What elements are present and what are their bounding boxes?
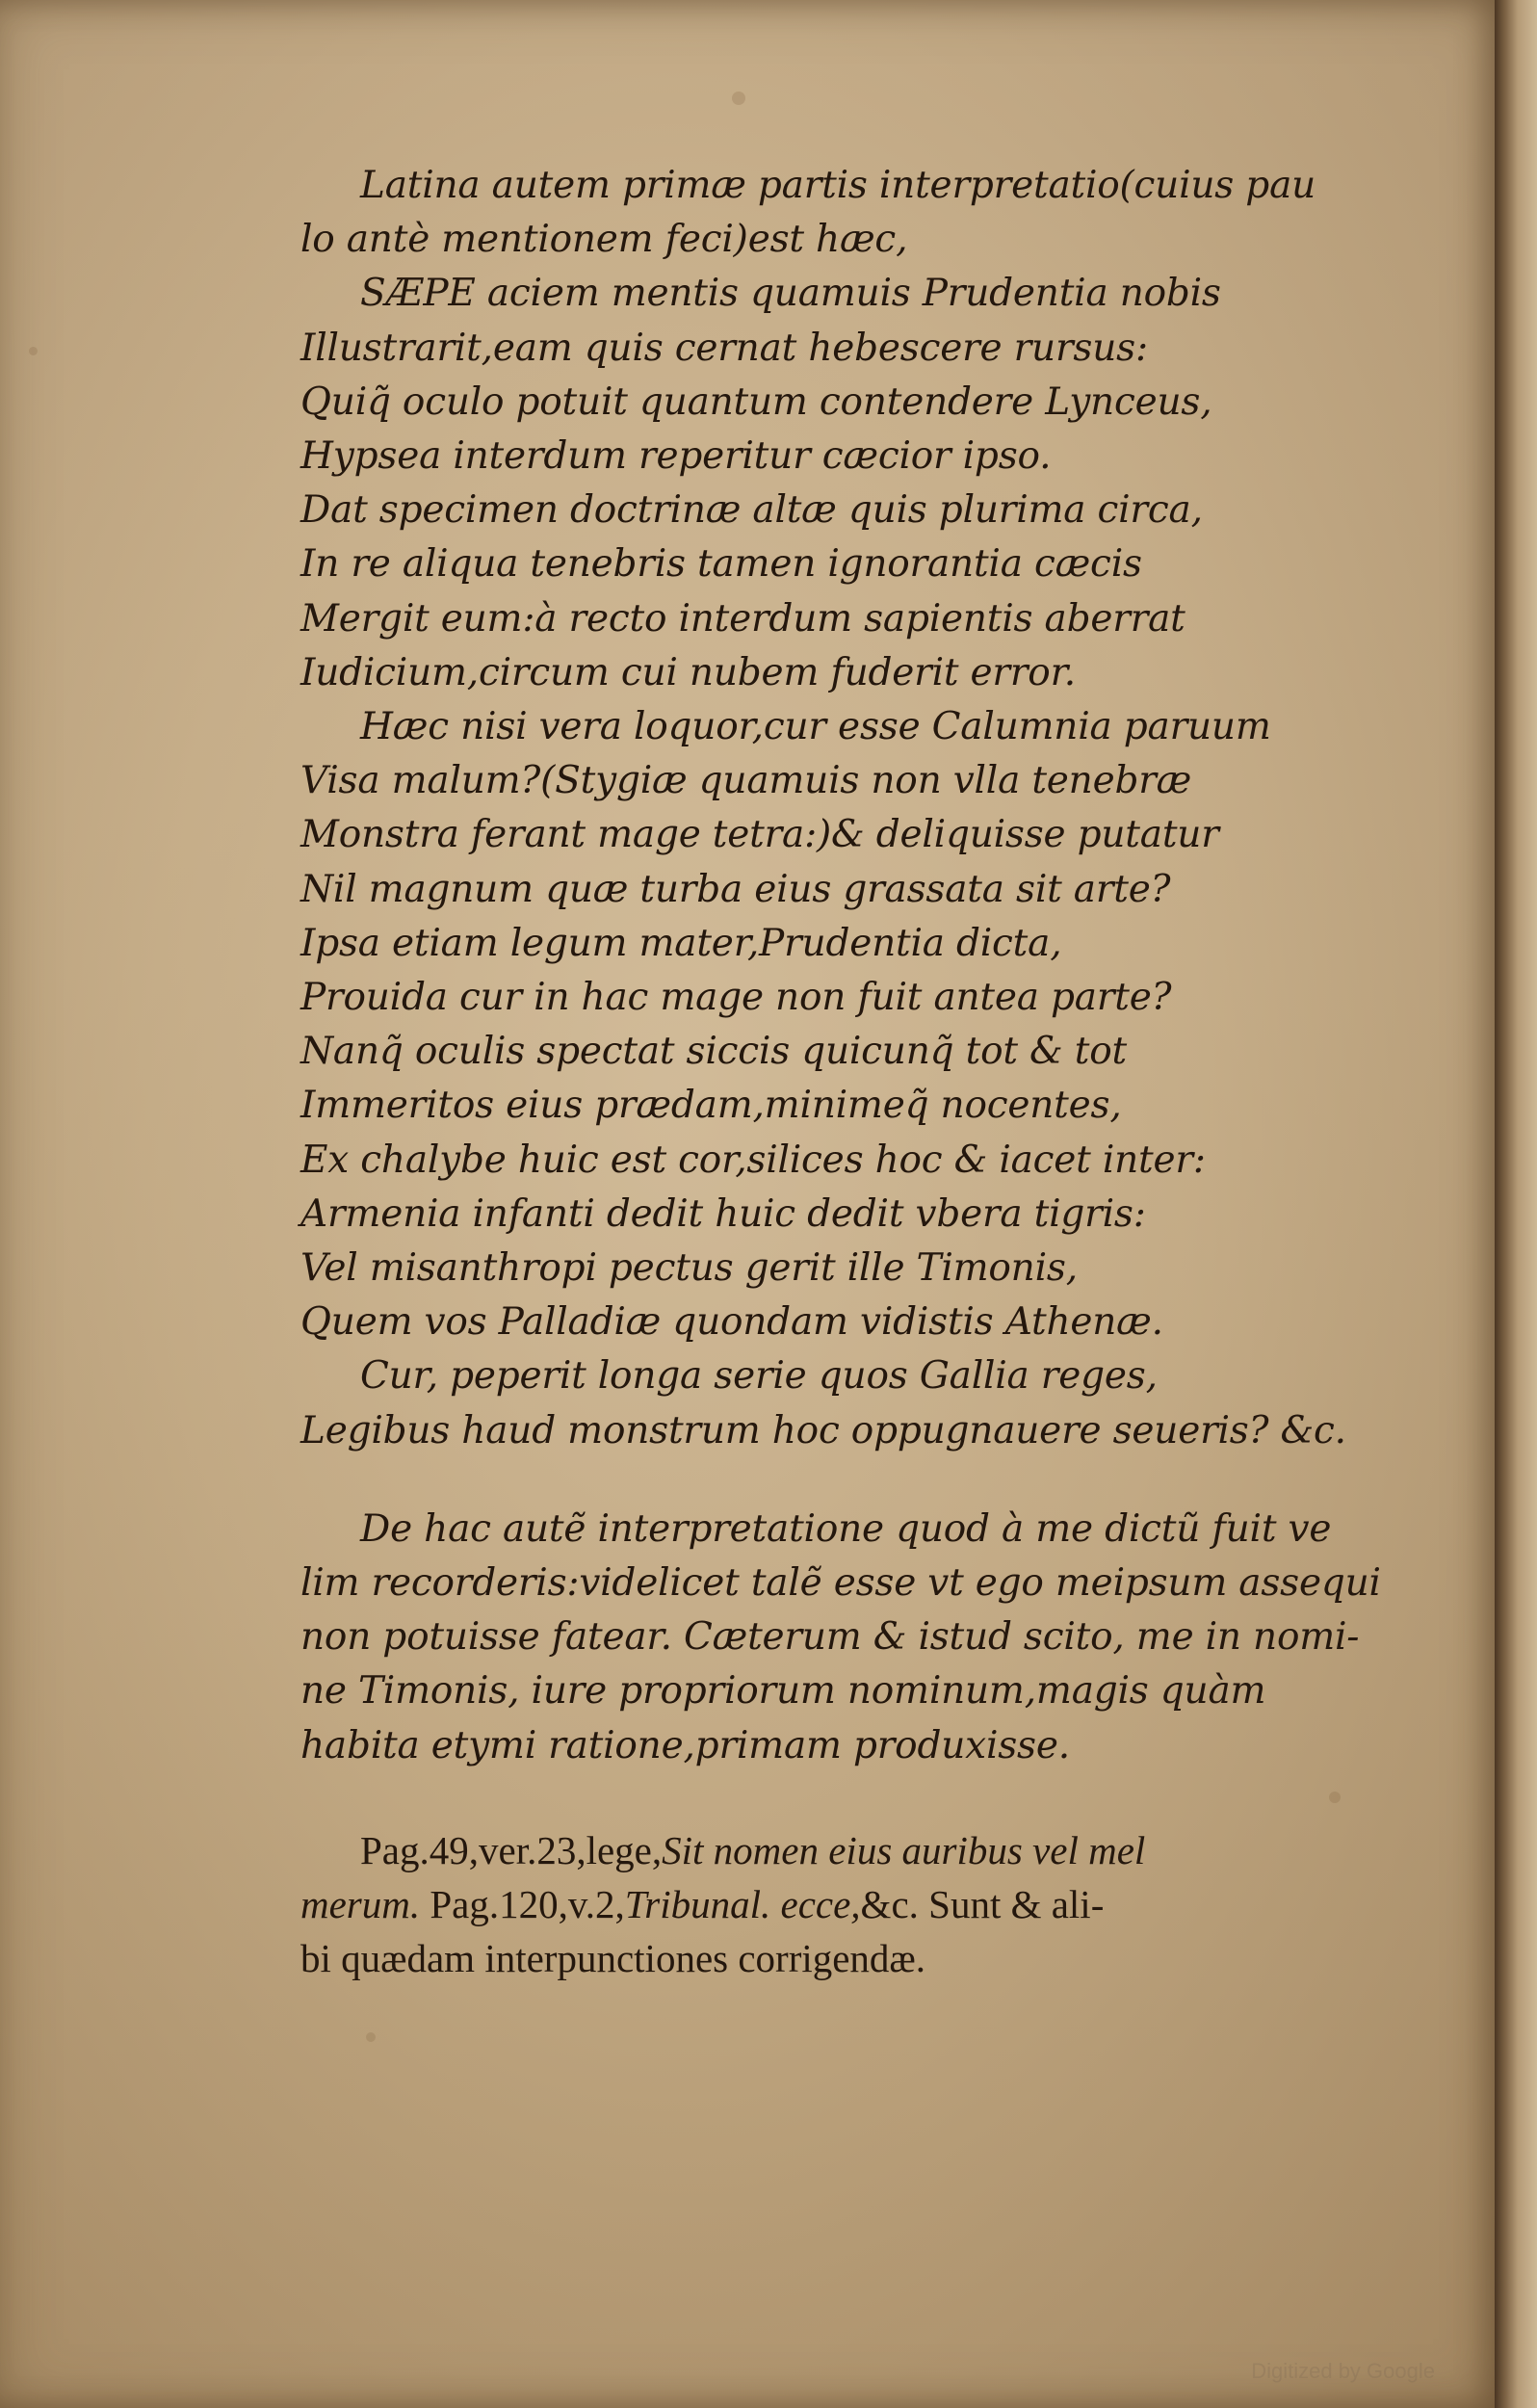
verse-line: Ipsa etiam legum mater,Prudentia dicta, [300,921,1062,965]
verse-line: Nil magnum quæ turba eius grassata sit arte? [300,867,1171,911]
verse-line: Nanq̃ oculis spectat siccis quicunq̃ tot & tot [300,1030,1127,1074]
text-line: lo antè mentionem feci)est hæc, [300,218,908,262]
verse-line: Monstra ferant mage tetra:)& deliquisse putatur [300,813,1219,857]
text-line: Latina autem primæ partis interpretatio(cuius pau [360,164,1316,207]
errata [300,1823,1389,1985]
verse-line: Prouida cur in hac mage non fuit antea parte? [300,976,1172,1020]
text-line: De hac autẽ interpretatione quod à me dictũ fuit ve [360,1506,1332,1551]
spacer [300,1773,1389,1823]
errata-line: bi quædam interpunctiones corrigendæ. [300,1935,926,1980]
verse-line: SÆPE aciem mentis quamuis Prudentia nobis [360,272,1221,316]
text-line: lim recorderis:videlicet talẽ esse vt ego meipsum assequi [300,1561,1381,1606]
spacer [300,1458,1389,1503]
text-line: habita etymi ratione,primam produxisse. [300,1723,1070,1767]
text-line: non potuisse fatear. Cæterum & istud scito, me in nomi- [300,1615,1360,1660]
errata-line [300,1877,1389,1931]
stain [732,92,745,105]
verse-line: Ex chalybe huic est cor,silices hoc & iacet inter: [300,1138,1206,1182]
verse-line: Immeritos eius prædam,minimeq̃ nocentes, [300,1084,1122,1128]
verse-line: Vel misanthropi pectus gerit ille Timonis, [300,1246,1078,1291]
verse-line: Dat specimen doctrinæ altæ quis plurima circa, [300,488,1203,533]
stain [29,347,38,355]
verse-line: In re aliqua tenebris tamen ignorantia cæcis [300,542,1142,587]
latin-verse [300,267,1389,1457]
verse-line: Iudicium,circum cui nubem fuderit error. [300,650,1076,694]
errata-note: &c. Sunt & ali- [860,1881,1105,1926]
interpretation-intro [300,159,1389,267]
verse-line: Cur, peperit longa serie quos Gallia reges, [360,1354,1158,1399]
verse-line: Visa malum?(Stygiæ quamuis non vlla tenebræ [300,759,1192,803]
verse-line: Armenia infanti dedit huic dedit vbera tigris: [300,1191,1146,1236]
verse-line: Mergit eum:à recto interdum sapientis aberrat [300,596,1185,641]
verse-line: Legibus haud monstrum hoc oppugnauere seueris? &c. [300,1408,1346,1453]
errata-ref: Pag.120,v.2, [420,1881,625,1926]
watermark: Digitized by Google [1251,2359,1435,2383]
verse-line: Hæc nisi vera loquor,cur esse Calumnia paruum [360,705,1271,749]
stain [366,2032,376,2042]
text-line: ne Timonis, iure propriorum nominum,magis quàm [300,1669,1266,1714]
errata-correction: merum. [300,1881,421,1926]
errata-ref: Pag.49,ver.23,lege, [360,1827,663,1872]
errata-correction: Tribunal. ecce, [624,1881,861,1926]
errata-correction: Sit nomen eius auribus vel mel [662,1827,1146,1872]
verse-line: Illustrarit,eam quis cernat hebescere rursus: [300,326,1148,370]
errata-line [300,1823,1389,1877]
commentary [300,1503,1389,1773]
page-edge [1495,0,1537,2408]
verse-line: Quem vos Palladiæ quondam vidistis Athenæ. [300,1300,1163,1345]
verse-line: Hypsea interdum reperitur cæcior ipso. [300,434,1052,479]
verse-line: Quiq̃ oculo potuit quantum contendere Lynceus, [300,380,1212,424]
page-text [300,159,1389,1985]
